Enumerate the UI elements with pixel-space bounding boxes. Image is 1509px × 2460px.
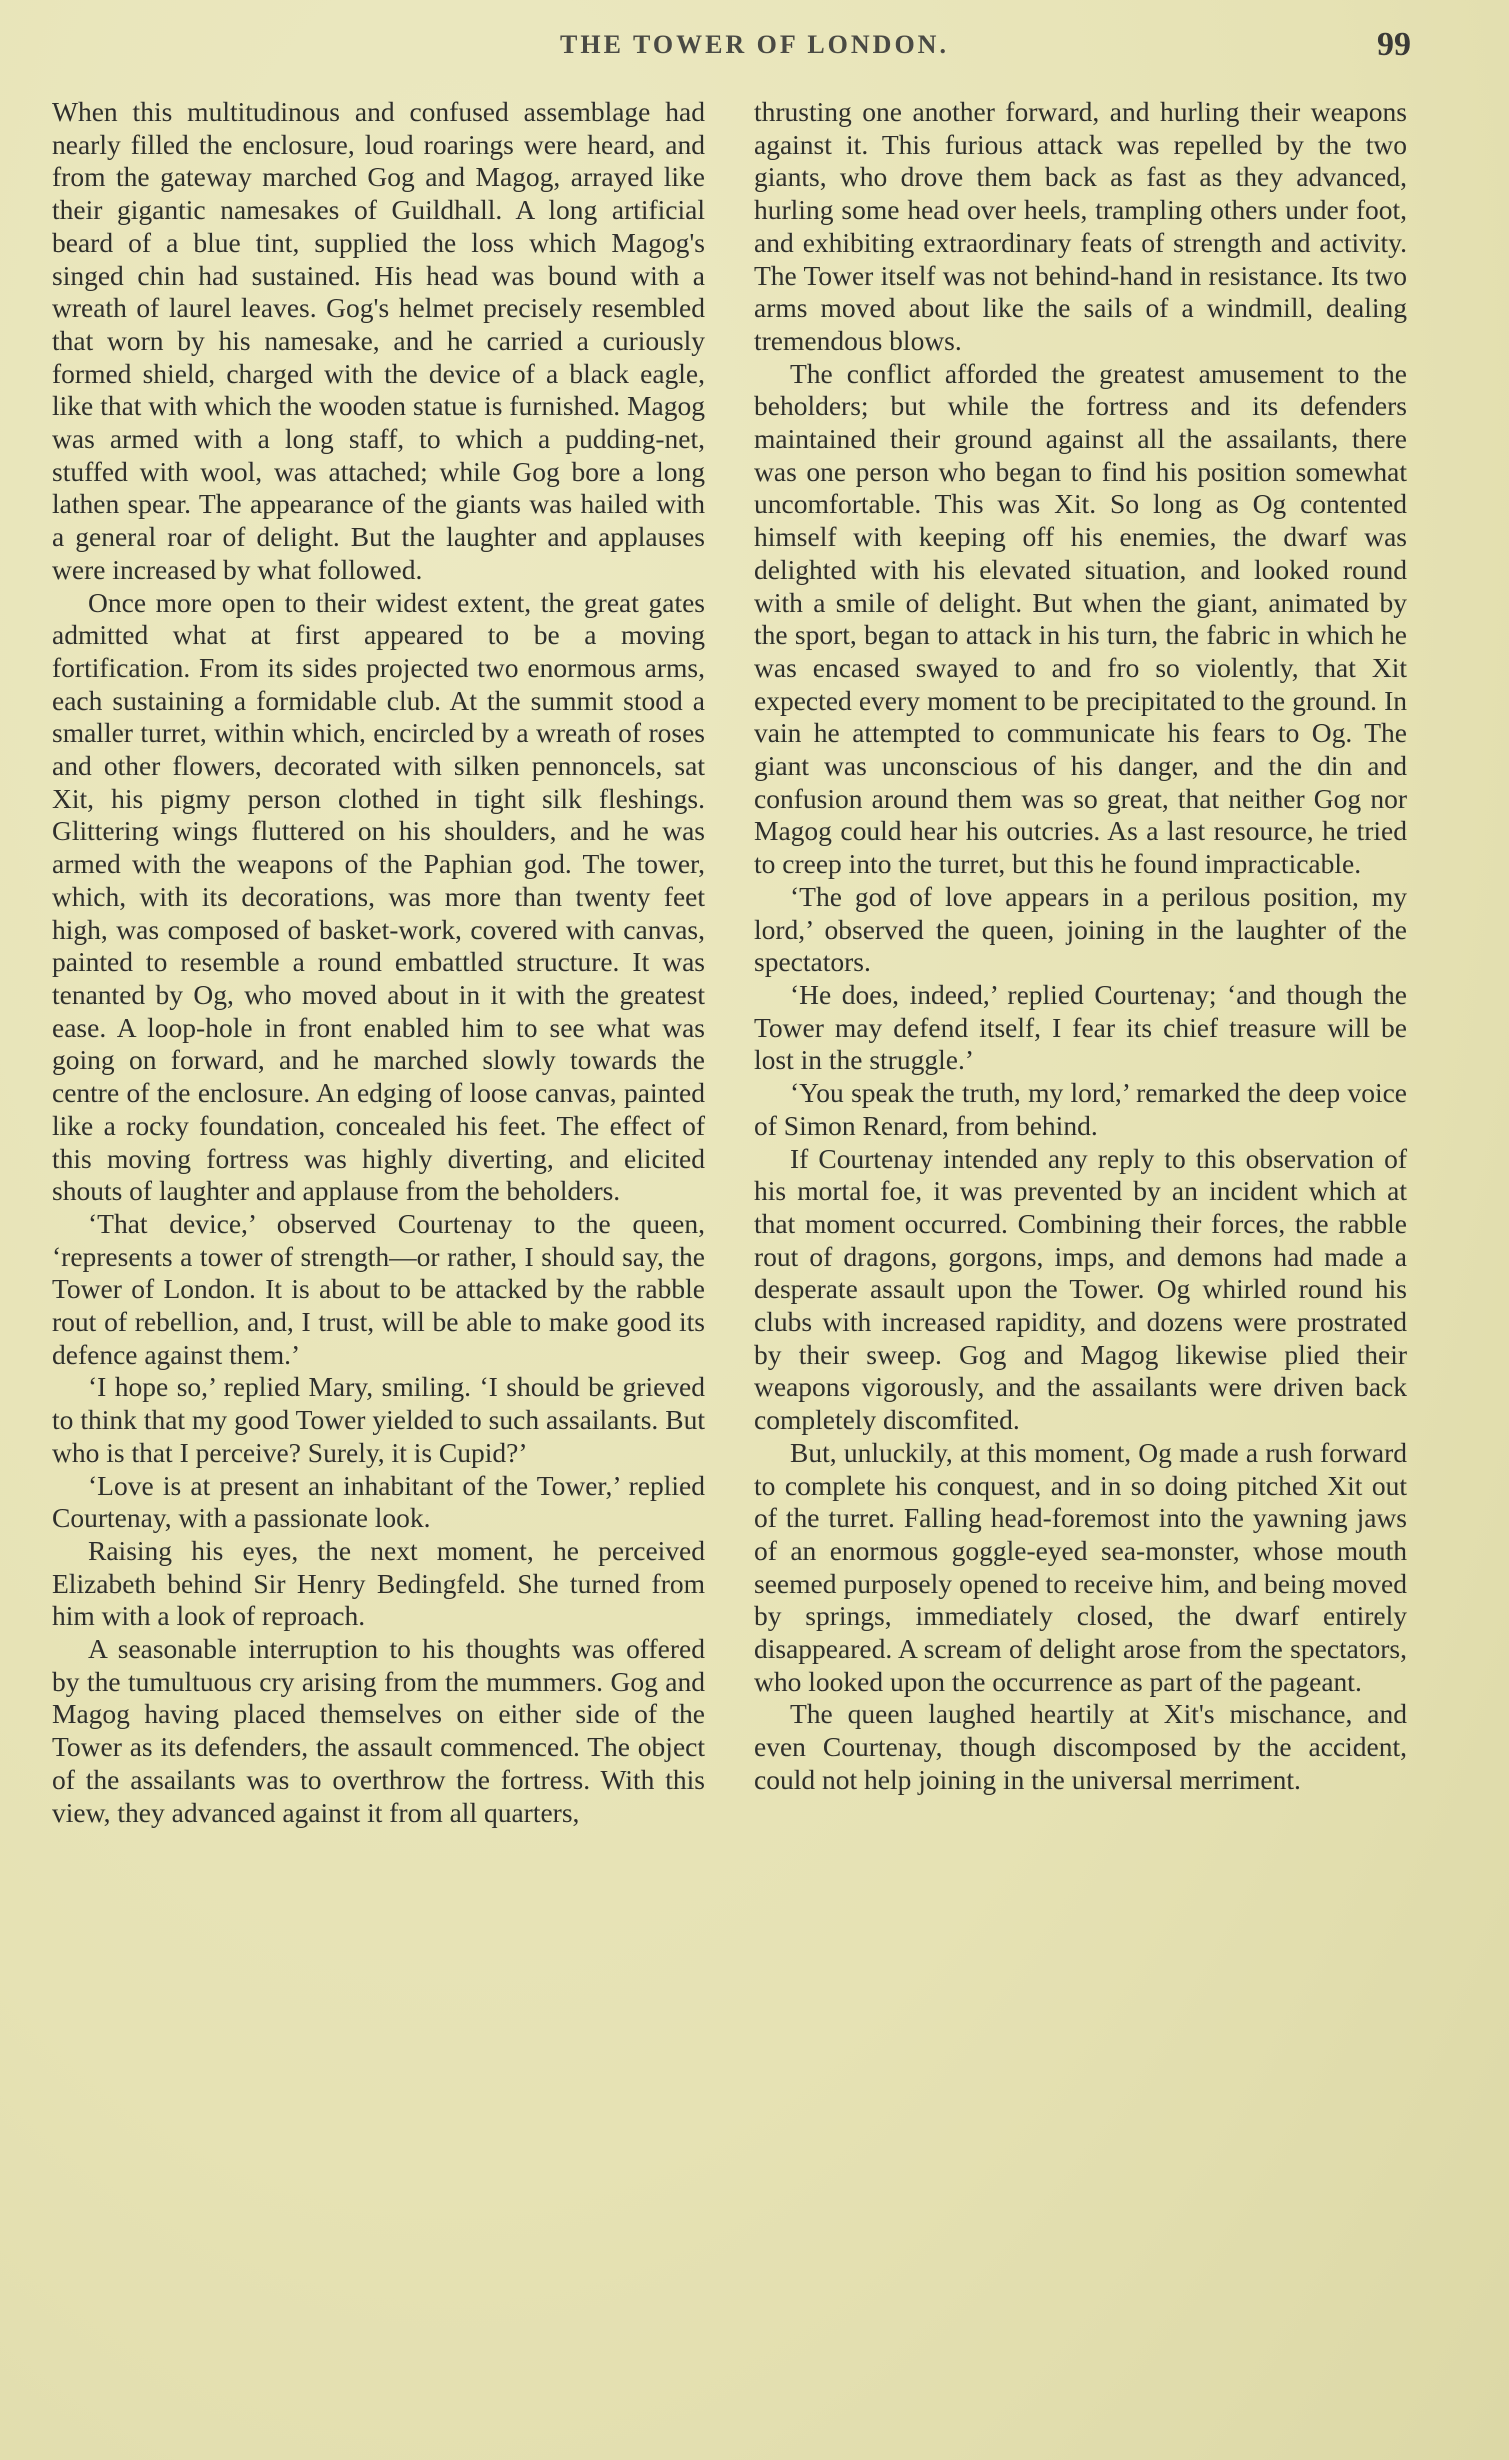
paragraph: The conflict afforded the greatest amusement to the beholders; but while the fortress and its defenders maintained their ground against all the assailants, there was one person who began to find his position somewhat uncomfortable. This was Xit. So long as Og contented himself with keeping off his enemies, the dwarf was delighted with his elevated situation, and looked round with a smile of delight. But when the giant, animated by the sport, began to attack in his turn, the fabric in which he was encased swayed to and fro so violently, that Xit expected every moment to be precipitated to the ground. In vain he attempted to communicate his fears to Og. The giant was unconscious of his danger, and the din and confusion around them was so great, that neither Gog nor Magog could hear his outcries. As a last resource, he tried to creep into the turret, but this he found impracticable. (754, 357, 1407, 880)
right-column (754, 96, 1407, 1797)
paragraph: When this multitudinous and confused assemblage had nearly filled the enclosure, loud roarings were heard, and from the gateway marched Gog and Magog, arrayed like their gigantic namesakes of Guildhall. A long artificial beard of a blue tint, supplied the loss which Magog's singed chin had sustained. His head was bound with a wreath of laurel leaves. Gog's helmet precisely resembled that worn by his namesake, and he carried a curiously formed shield, charged with the device of a black eagle, like that with which the wooden statue is furnished. Magog was armed with a long staff, to which a pudding-net, stuffed with wool, was attached; while Gog bore a long lathen spear. The appearance of the giants was hailed with a general roar of delight. But the laughter and applauses were increased by what followed. (52, 96, 705, 585)
running-head (70, 22, 1439, 62)
page-number: 99 (1377, 26, 1411, 63)
paragraph: But, unluckily, at this moment, Og made a rush forward to complete his conquest, and in so doing pitched Xit out of the turret. Falling head-foremost into the yawning jaws of an enormous goggle-eyed sea-monster, whose mouth seemed purposely opened to receive him, and being moved by springs, immediately closed, the dwarf entirely disappeared. A scream of delight arose from the spectators, who looked upon the occurrence as part of the pageant. (754, 1436, 1407, 1697)
paragraph: thrusting one another forward, and hurling their weapons against it. This furious attack was repelled by the two giants, who drove them back as fast as they advanced, hurling some head over heels, trampling others under foot, and exhibiting extraordinary feats of strength and activity. The Tower itself was not behind-hand in resistance. Its two arms moved about like the sails of a windmill, dealing tremendous blows. (754, 96, 1407, 356)
paragraph: ‘Love is at present an inhabitant of the Tower,’ replied Courtenay, with a passionate look. (52, 1469, 705, 1534)
paragraph: A seasonable interruption to his thoughts was offered by the tumultuous cry arising from the mummers. Gog and Magog having placed themselves on either side of the Tower as its defenders, the assault commenced. The object of the assailants was to overthrow the fortress. With this view, they advanced against it from all quarters, (52, 1633, 705, 1828)
paragraph: ‘The god of love appears in a perilous position, my lord,’ observed the queen, joining in the laughter of the spectators. (754, 880, 1407, 978)
paragraph: Once more open to their widest extent, the great gates admitted what at first appeared to be a moving fortification. From its sides projected two enormous arms, each sustaining a formidable club. At the summit stood a smaller turret, within which, encircled by a wreath of roses and other flowers, decorated with silken pennoncels, sat Xit, his pigmy person clothed in tight silk fleshings. Glittering wings fluttered on his shoulders, and he was armed with the weapons of the Paphian god. The tower, which, with its decorations, was more than twenty feet high, was composed of basket-work, covered with canvas, painted to resemble a round embattled structure. It was tenanted by Og, who moved about in it with the greatest ease. A loop-hole in front enabled him to see what was going on forward, and he marched slowly towards the centre of the enclosure. An edging of loose canvas, painted like a rocky foundation, concealed his feet. The effect of this moving fortress was highly diverting, and elicited shouts of laughter and applause from the beholders. (52, 586, 705, 1207)
running-title: THE TOWER OF LONDON. (560, 30, 949, 59)
paragraph: ‘You speak the truth, my lord,’ remarked the deep voice of Simon Renard, from behind. (754, 1077, 1407, 1141)
paragraph: If Courtenay intended any reply to this observation of his mortal foe, it was prevented by an incident which at that moment occurred. Combining their forces, the rabble rout of dragons, gorgons, imps, and demons had made a desperate assault upon the Tower. Og whirled round his clubs with increased rapidity, and dozens were prostrated by their sweep. Gog and Magog likewise plied their weapons vigorously, and the assailants were driven back completely discomfited. (754, 1142, 1407, 1436)
paragraph: ‘I hope so,’ replied Mary, smiling. ‘I should be grieved to think that my good Tower yielded to such assailants. But who is that I perceive? Surely, it is Cupid?’ (52, 1371, 705, 1468)
paragraph: The queen laughed heartily at Xit's mischance, and even Courtenay, though discomposed by the accident, could not help joining in the universal merriment. (754, 1698, 1407, 1795)
paragraph: ‘That device,’ observed Courtenay to the queen, ‘represents a tower of strength—or rather, I should say, the Tower of London. It is about to be attacked by the rabble rout of rebellion, and, I trust, will be able to make good its defence against them.’ (52, 1207, 705, 1370)
left-column (52, 96, 705, 1829)
paragraph: ‘He does, indeed,’ replied Courtenay; ‘and though the Tower may defend itself, I fear its chief treasure will be lost in the struggle.’ (754, 978, 1407, 1076)
paragraph: Raising his eyes, the next moment, he perceived Elizabeth behind Sir Henry Bedingfeld. She turned from him with a look of reproach. (52, 1534, 705, 1632)
